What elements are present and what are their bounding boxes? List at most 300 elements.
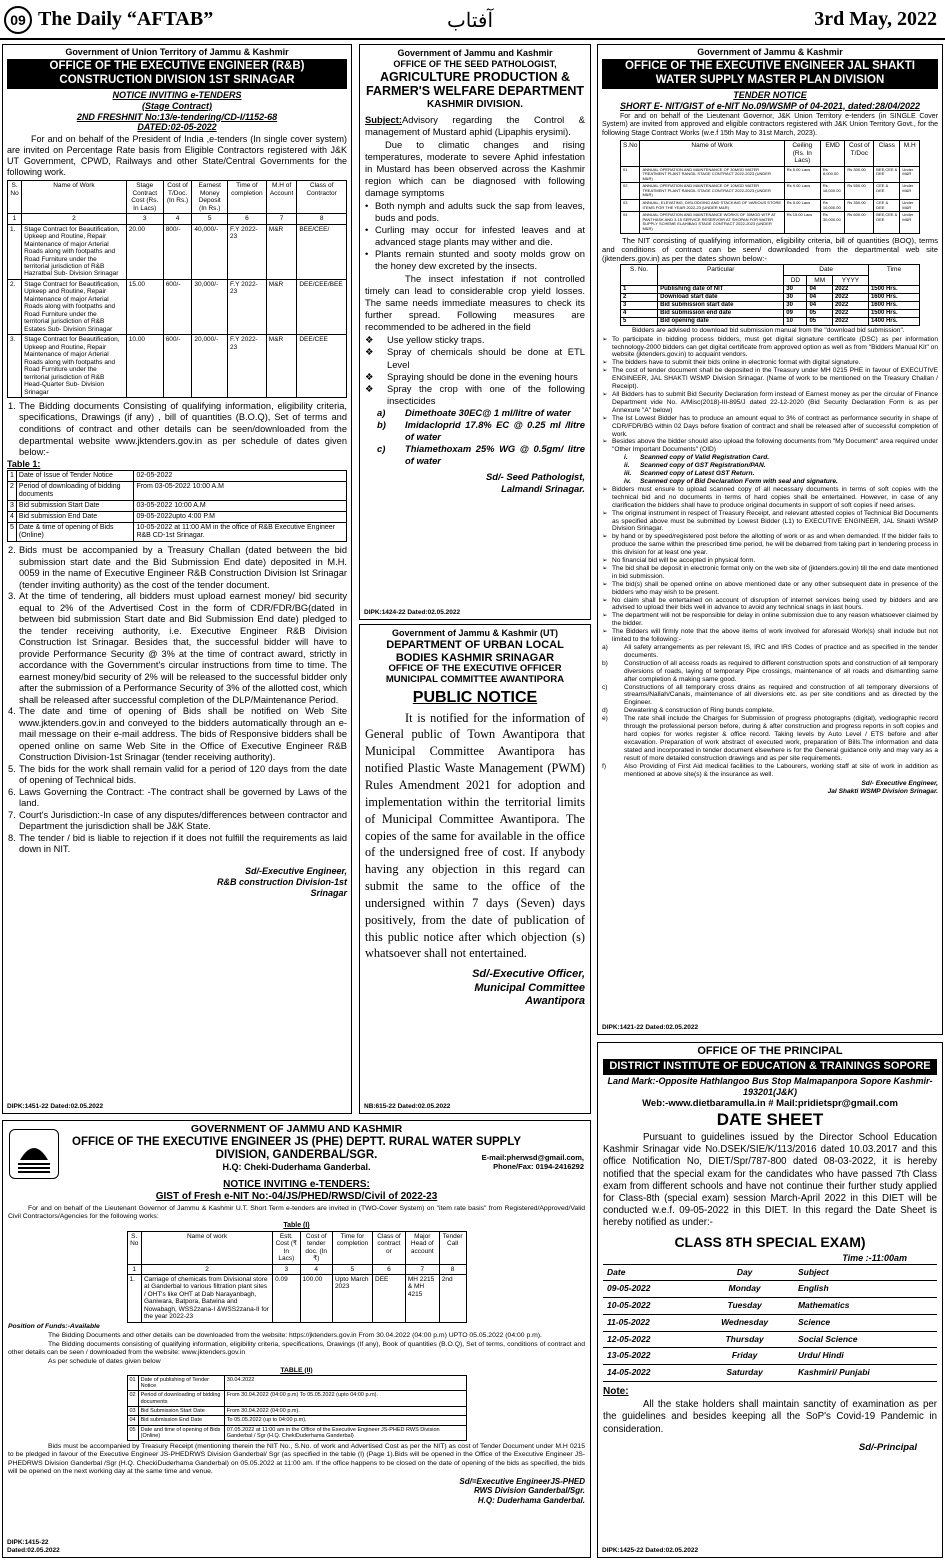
exam-day: Thursday xyxy=(695,1331,794,1348)
exam-day: Monday xyxy=(695,1281,794,1298)
ad-notice-title: NOTICE INVITING e-TENDERS: xyxy=(223,1179,370,1191)
table-cell: 05 xyxy=(807,317,833,325)
bullet-text: The original instrument in respect of Treasury Receipt, and relevant attested copies of Technical Bid Documents as specified above must be submitted by Lowest Bidder (L1) to EXECUTIVE ENGINEER, JAL Shakti WSMP Division Srinagar. xyxy=(612,509,938,533)
table-cell: Date and time of opening of Bids (Online) xyxy=(138,1425,224,1441)
rnb-tender-ad: Government of Union Territory of Jammu & Kashmir OFFICE OF THE EXECUTIVE ENGINEER (R&B) CONSTRUCTION DIVISION 1ST SRINAGAR NOTICE INVITING e-TENDERS (Stage Contract) 2ND FRESHNIT No:13/e-tendering/CD-I/1152-68 DATED:02-05-2022 For and on behalf of the President of India ,e-tenders (In single cover system) are invited on Percentage Rate basis from Eligible Contractors registered with J&K UT Government, CPWD, Railways and other State/Central Governments for the following work. S. No Name of Work Stage Contract Cost (Rs. In Lacs) Cost of T/Doc. (In Rs.) Earnest Money Deposit (In Rs.) Time of completion M.H of Account Class of Contractor 1 2 3 4 5 6 7 8 1. Stage Contract for Beautification, Upkeep and Routine, Repair Maintenance of major Arterial Roads along with footpaths and Road Furniture under the territorial jurisdiction of R&B Hazratbal Sub- Division Srinagar 20.00 800/- 40,000/- F.Y 2022-23 M&R BEE/CEE/ 2. Stage Contract for Beautification, Upkeep and Routine, Repair Maintenance of major Arterial Roads along with footpaths and Road Furniture under the territorial jurisdiction of R&B Estates Sub- Division Srinagar 15.00 600/- 30,000/- F.Y 2022-23 M&R DEE/CEE/BEE 3. Stage Contract for Beautification, Upkeep and Routine, Repair Maintenance of major Arterial Roads along with footpaths and Road Furniture under the territorial jurisdiction of R&B Head-Quarter Sub- Division Srinagar 10.00 600/- 20,000/- F.Y 2022-23 M&R DEE/CEE 1. The Bidding documents Consisting of qualifying information, eligibility criteria, specifications, Drawings (if any) , bill of quantities (B.O.Q), Set of terms and conditions of contract and other details can be seen/downloaded from the departmental website www.jktenders.gov.in as per schedule of dates given below:- Table 1: 1 Date of Issue of Tender Notice 02-05-2022 2 Period of downloading of bidding documents From 03-05-2022 10:00 A.M 3 Bid submission Start Date 03-05-2022 10:00 A.M 4 Bid submission End Date 09-05-2022upto 4:00 P.M 5 Date & time of opening of Bids (Online) 10-05-2022 at 11:00 AM in the office of R&B Executive Engineer R&B CD-1st Srinagar. 2. Bids must be accompanied by a Treasury Challan (dated between the bid submission start date and the Bid Submission End date) deposited in M.H. 0059 in the name of Executive Engineer R&B Construction Division Ist Srinagar (tender inviting authority) as the cost of the tender document. 3. At the time of tendering, all bidders must upload earnest money/ bid security equal to 2% of the Advertised Cost in the form of CDR/FDR/BG(dated in between bid submission Start date and Bid Submission End date) pledged to the tender receiving authority, i.e. Executive Engineer R&B Division Construction Ist Srinagar. Besides that, the successful bidder will have to provide Performance Security @ 3% at the time of contract award, strictly in accordance with the Government's circular instructions from time to time. The earnest money/bid security of 2% will be released to the successful bidder only after the submission of a Performance Security of 3% of the allotted cost, which shall be released after successful completion of the DLP/Maintenance Period. 4. The date and time of opening of Bids shall be notified on Web Site www.jktenders.gov.in and conveyed to the bidders automatically through an e-mail message on their e-mail address. The bids of Responsive bidders shall be opened online on same Web Site in the Office of Executive Engineer R&B Construction Division-1st Srinagar (tender receiving authority). 5. The bids for the work shall remain valid for a period of 120 days from the date of opening of Technical bids. 6. Laws Governing the Contract: -The contract shall be governed by Laws of the land. 7. Court's Jurisdiction:-In case of any disputes/differences between contractor and Department the jurisdiction shall be J&K State. 8. The tender / bid is liable to rejection if it does not fulfill the requirements as laid down in NIT. Sd/-Executive Engineer, R&B construction Division-1st Srinagar DIPK:1451-22 Dated:02.05.2022 xyxy=(2,44,352,1114)
ad-government: GOVERNMENT OF JAMMU AND KASHMIR xyxy=(190,1123,403,1135)
table-cell: Stage Contract for Beautification, Upkeep and Routine, Repair Maintenance of major Arterial Roads along with footpaths and Road Furniture under the territorial jurisdiction of R&B Hazratbal Sub- Division Srinagar xyxy=(22,224,127,279)
col-header: Name of Work xyxy=(640,141,784,166)
col-header: DD xyxy=(784,275,807,285)
exam-title: CLASS 8TH SPECIAL EXAM) xyxy=(674,1233,866,1250)
item-text: The tender / bid is liable to rejection if it does not fulfill the requirements as laid down in NIT. xyxy=(19,832,347,855)
list-item xyxy=(602,684,938,708)
item-number: 7. xyxy=(8,809,16,820)
list-item xyxy=(602,763,938,779)
item-text: Thiamethoxam 25% WG @ 0.5gm/ litre of water xyxy=(405,442,585,466)
table-cell: 05 xyxy=(127,1425,138,1441)
item-text: Laws Governing the Contract: -The contract shall be governed by Laws of the land. xyxy=(19,786,347,809)
ad-ref: SHORT E- NIT/GIST of e-NIT No.09/WSMP of 04-2021, dated:28/04/2022 xyxy=(619,100,921,111)
item-letter: c) xyxy=(602,683,608,691)
bullet-text: The Ist Lowest Bidder has to produce an amount equal to 3% of contract as performance security in shape of CDR/FDR/BG within 02 Days before fixation of contract and shall be released after of successful completion of work. xyxy=(612,414,938,438)
list-item xyxy=(602,612,938,628)
para-2: The Bidding documents consisting of qualifying information, eligibility criteria, specifications, Drawings (If any), Book of quantities (B.O.Q), Set of terms, conditions of contract and other details can be seen / downloaded from the website: www.jktenders.gov.in xyxy=(8,1341,585,1357)
item-text: Imidacloprid 17.8% EC @ 0.25 ml /litre of water xyxy=(405,418,585,442)
table-cell: Rs 5.00 Lacs xyxy=(784,166,820,183)
table-row xyxy=(127,1425,466,1441)
table-cell: 04 xyxy=(807,294,833,302)
item-number: ii. xyxy=(624,462,630,470)
jal-dates-table xyxy=(620,264,920,325)
ad-government: Government of Jammu & Kashmir (UT) xyxy=(391,628,559,638)
exam-subject: Social Science xyxy=(794,1331,937,1348)
table-cell: Date & time of opening of Bids (Online) xyxy=(16,522,134,541)
ad-stage: (Stage Contract) xyxy=(141,100,212,111)
col-number: 3 xyxy=(273,1264,300,1274)
list-item xyxy=(624,478,938,486)
ad-office: OFFICE OF THE SEED PATHOLOGIST, xyxy=(393,58,557,69)
item-text: Scanned copy of Latest GST Return. xyxy=(640,470,755,478)
exam-date: 13-05-2022 xyxy=(603,1348,695,1365)
item-letter: b) xyxy=(377,418,386,430)
bullet-text: Use yellow sticky traps. xyxy=(387,334,485,346)
table-cell: Publishing date of NIT xyxy=(658,286,784,294)
list-item xyxy=(602,644,938,660)
table-cell: Stage Contract for Beautification, Upkeep and Routine, Repair Maintenance of major Arterial Roads along with footpaths and Road Furniture under the territorial jurisdiction of R&B Estates Sub- Division Srinagar xyxy=(22,279,127,334)
table-cell: 30 xyxy=(784,286,807,294)
table-cell: 800/- xyxy=(163,224,192,279)
table-row xyxy=(621,286,920,294)
exam-schedule-table xyxy=(603,1264,937,1382)
item-letter: d) xyxy=(602,707,608,715)
table-cell: 1500 Hrs. xyxy=(868,309,919,317)
signature-line-2: Lalmandi Srinagar. xyxy=(501,482,585,494)
table-cell: DEE/CEE/BEE xyxy=(297,279,347,334)
table-cell: 4 xyxy=(8,511,17,522)
table-cell: 04 xyxy=(621,212,640,233)
table-cell: 20.00 xyxy=(126,224,163,279)
col-header: S. No. xyxy=(621,265,658,286)
list-item xyxy=(8,591,347,706)
table-cell: 2022 xyxy=(832,286,868,294)
table-row xyxy=(603,1281,937,1298)
table-cell: Stage Contract for Beautification, Upkeep and Routine, Repair Maintenance of major Arterial Roads along with footpaths and Road Furniture under the territorial jurisdiction of R&B Head-Quarter Sub- Division Srinagar xyxy=(22,335,127,398)
item-text: Constructions of all temporary cross drains as required and construction of all temporary diversions of streams/Nallah/Canals, maintenance of all diversions etc. as per site conditions and as directed by the Engineer. xyxy=(624,683,938,707)
table-cell: MH 2215 & MH 4215 xyxy=(405,1275,439,1323)
col-number: 1 xyxy=(8,214,22,224)
para-3: As per schedule of dates given below xyxy=(48,1358,161,1366)
list-item xyxy=(8,545,347,591)
list-item xyxy=(624,470,938,478)
bullet-text: To participate in bidding process bidders, must get digital signature certificate (DSC) as per information technology-2000 bidders can get digital certificate from approved option as well as from "Bidders Manual Kit" on website (jktenders.gov.in) to acquaint vendors. xyxy=(612,335,938,359)
item-text: Court's Jurisdiction:-In case of any disputes/differences between contractor and Department the jurisdiction shall be J&K State. xyxy=(19,809,347,832)
table-cell: 02 xyxy=(127,1391,138,1407)
signature-line-1: Sd/- Seed Pathologist, xyxy=(486,470,585,482)
table-row xyxy=(8,522,347,541)
signature: Sd/-Principal xyxy=(858,1441,917,1453)
table-row xyxy=(127,1416,466,1425)
table-cell: ANNUAL OPERATION AND MAINTENANCE OF 10MGD WATER TREATMENT PLANT RANGIL STAGE CONTRACT 2022-2023 (UNDER M&R) xyxy=(640,183,784,200)
page-number: 09 xyxy=(4,6,32,34)
table-cell: 10-05-2022 at 11:00 AM in the office of R&B Executive Engineer R&B CD-1st Srinagar. xyxy=(134,522,347,541)
col-header: Class of contract or xyxy=(373,1231,406,1264)
table-cell: Rs 8,000.00 xyxy=(820,166,845,183)
table-cell: 0.09 xyxy=(273,1275,300,1323)
table-cell: F.Y 2022-23 xyxy=(228,279,267,334)
item-text: Also Providing of First Aid medical facilities to the Labourers, working staff at site of work in addition as mentioned at above site(s) & the insurance as well. xyxy=(624,762,938,778)
item-text: Construction of all access roads as required to different construction spots and construction of all temporary diversions of roads, laying of temporary Pipe crossings, maintenance of all roads and dismantling same after completion & making same good. xyxy=(624,659,938,683)
arrow-bullet-icon: ➢ xyxy=(602,628,608,636)
list-item xyxy=(602,557,938,565)
table-row xyxy=(8,279,347,334)
table-cell: F.Y 2022-23 xyxy=(228,224,267,279)
funds-position: Position of Funds:-Available xyxy=(8,1322,100,1330)
note-text: All the stake holders shall maintain sanctity of examination as per the guidelines and besides keeping all the SoP's Covid-19 Pandemic in consideration. xyxy=(603,1399,937,1435)
table-row xyxy=(8,481,347,500)
bullet-text: The cost of tender document shall be deposited in the Treasury under MH 0215 PHE in favour of EXECUTIVE ENGINEER, JAL SHAKTI WSMP Division Srinagar. (Name of work to be mentioned on the Treasury Challan / Receipt). xyxy=(612,367,938,391)
col-header: Time of completion xyxy=(228,181,267,214)
list-item xyxy=(602,660,938,684)
table-row xyxy=(603,1365,937,1382)
item-number: 4. xyxy=(8,706,16,717)
list-item xyxy=(602,715,938,762)
arrow-bullet-icon: ➢ xyxy=(602,612,608,620)
table-cell: 30 xyxy=(784,302,807,310)
table-cell: BEE/CEE/ xyxy=(297,224,347,279)
list-item xyxy=(602,628,938,644)
table-cell: Upto March 2023 xyxy=(332,1275,372,1323)
item-text: All safety arrangements as per relevant IS, IRC and IRS Codes of practice and as specified in the tender documents. xyxy=(624,644,938,659)
list-item xyxy=(365,443,585,467)
arrow-bullet-icon: ➢ xyxy=(602,564,608,572)
col-header: Earnest Money Deposit (In Rs.) xyxy=(192,181,228,214)
table-cell: 5 xyxy=(8,522,17,541)
item-letter: f) xyxy=(602,762,607,770)
table-cell: 05 xyxy=(807,309,833,317)
list-item xyxy=(602,533,938,557)
page-header xyxy=(0,0,945,40)
table-cell: 30,000/- xyxy=(192,279,228,334)
table-label: Table (I) xyxy=(283,1222,310,1230)
ad-office-banner: OFFICE OF THE EXECUTIVE ENGINEER (R&B) CONSTRUCTION DIVISION 1ST SRINAGAR xyxy=(7,59,347,89)
arrow-bullet-icon: ➢ xyxy=(602,509,608,517)
diamond-bullet-icon: ❖ xyxy=(365,334,374,346)
signature-line-3: Srinagar xyxy=(310,888,347,899)
col-number: 1 xyxy=(127,1264,141,1274)
table-row xyxy=(8,335,347,398)
table-cell: 04 xyxy=(807,286,833,294)
list-item xyxy=(602,597,938,613)
item-text: Dewatering & construction of Ring bunds complete. xyxy=(624,707,774,715)
table-cell: Date of publishing of Tender Notice xyxy=(138,1375,224,1391)
arrow-bullet-icon: ➢ xyxy=(602,391,608,399)
table-cell: Download start date xyxy=(658,294,784,302)
bullet-text: All Bidders has to submit Bid Security Declaration form instead of Earnest money as per the circular of Finance Department vide No. A/Misc(2018)-III-895/J dated 22-12-2020 (Bid Security Declaration Form is as per Annexure "A" below) xyxy=(612,391,938,414)
item-text: Scanned copy of Bid Declaration Form with seal and signature. xyxy=(640,477,838,485)
col-header: MM xyxy=(807,275,833,285)
table-cell: 01 xyxy=(127,1375,138,1391)
table-cell: 07.05.2022 at 11:00 am in the Office of the Executive Engineer JS-PHED RWS Division Ganderbal / Sgr (H.Q. ChekiDuderhama Ganderbal) xyxy=(224,1425,466,1441)
ad-email: E-mail:pherwsd@gmail.com, xyxy=(481,1153,584,1162)
dipk-ref: DIPK:1424-22 Dated:02.05.2022 xyxy=(364,609,461,617)
item-number: i. xyxy=(624,454,628,462)
diamond-bullet-icon: ❖ xyxy=(365,382,374,394)
signature-line-3: Awantipora xyxy=(525,995,585,1008)
list-item xyxy=(602,391,938,415)
bullet-text: Bidders must ensure to upload scanned copy of all necessary documents in terms of soft copies with the technical bid and no documents in terms of hard copies shall be entertained. However, in case of any clarification the bidders shall have to produce original documents in support of soft copies if need arises. xyxy=(612,485,938,509)
ad-office: OFFICE OF THE EXECUTIVE ENGINEER JS (PHE) DEPTT. RURAL WATER SUPPLY DIVISION, GANDERBAL/SGR. xyxy=(72,1135,521,1162)
col-number: 5 xyxy=(332,1264,372,1274)
ad-department: DEPARTMENT OF URBAN LOCAL BODIES KASHMIR SRINAGAR xyxy=(386,638,564,664)
para-1: The Bidding documents Consisting of qualifying information, eligibility criteria, specifications, Drawings (if any) , bill of quantities (B.O.Q), Set of terms and conditions of contract and other details can be seen/downloaded from the departmental website www.jktenders.gov.in as per schedule of dates given below:- xyxy=(19,400,347,458)
item-letter: b) xyxy=(602,659,608,667)
list-item xyxy=(365,419,585,443)
item-text: Dimethoate 30EC@ 1 ml/litre of water xyxy=(405,406,571,418)
table-cell: 2022 xyxy=(832,317,868,325)
col-number: 4 xyxy=(163,214,192,224)
nit-para: The NIT consisting of qualifying information, eligibility criteria, bill of quantities (BOQ), terms and conditions of contract can be seen/ downloaded from the departmental web site (jktenders.gov.in) as per the dates shown below:- xyxy=(602,235,938,264)
table-row xyxy=(621,302,920,310)
table-cell: Bid submission end date xyxy=(658,309,784,317)
list-item xyxy=(624,454,938,462)
bullet-text: The Bidders will firmly note that the above items of work involved for aforesaid Work(s) shall include but not limited to the following:- xyxy=(612,628,938,644)
signature-line-1: Sd/=Executive EngineerJS-PHED xyxy=(459,1476,585,1486)
table-row xyxy=(603,1314,937,1331)
table-cell: 4 xyxy=(621,309,658,317)
list-item xyxy=(602,581,938,597)
table-cell: 30.04.2022 xyxy=(224,1375,466,1391)
table-cell: BEE,CEE & DEE xyxy=(874,212,900,233)
table-cell: 100.00 xyxy=(300,1275,332,1323)
ad-institute-banner: DISTRICT INSTITUTE OF EDUCATION & TRAININGS SOPORE xyxy=(603,1059,937,1074)
dipk-ref: DIPK:1421-22 Dated:02.05.2022 xyxy=(602,1024,699,1032)
col-number: 2 xyxy=(141,1264,272,1274)
schedule-table xyxy=(7,470,347,542)
signature-line-2: RWS Division Ganderbal/Sgr. xyxy=(474,1486,585,1496)
col-header: S. No xyxy=(8,181,22,214)
bullet-text: Both nymph and adults suck the sap from leaves, buds and pods. xyxy=(375,200,585,224)
table-cell: Rs 600.00 xyxy=(845,212,874,233)
bullet-text: by hand or by speed/registered post before the allotting of work or as and when demanded. If the bidder fails to produce the same within the prescribed time period, he will be debarred from taking part in tendering process in this division for at least one year. xyxy=(612,533,938,557)
table-cell: 1. xyxy=(8,224,22,279)
table-row xyxy=(621,166,920,183)
list-item xyxy=(624,462,938,470)
exam-subject: Kashmiri/ Punjabi xyxy=(794,1365,937,1382)
list-item xyxy=(365,334,585,346)
list-item xyxy=(365,407,585,419)
col-header: EMD xyxy=(820,141,845,166)
arrow-bullet-icon: ➢ xyxy=(602,533,608,541)
table-row xyxy=(603,1298,937,1315)
table-cell: 1500 Hrs. xyxy=(868,286,919,294)
dipk-ref: DIPK:1415-22 xyxy=(7,1539,49,1547)
exam-day: Friday xyxy=(695,1348,794,1365)
ad-division: KASHMIR DIVISION. xyxy=(426,98,524,110)
date-sheet-body: Pursuant to guidelines issued by the Director School Education Kashmir Srinagar vide No.DSEK/SIE/K/113/2016 dated 10.03.2017 and this office Notification No, DIET/Spr/787-800 dated 08-03-2022, it is hereby notified that the special exam for the candidates who have passed 7th Class exam from different schools and have not continue their further study applied for Class-8th (special exam) session March-April 2022 in this DIET will be conducted w.e.f. 09-05-2022 in this DIET. In this regard the Date Sheet is hereby notified as under:- xyxy=(603,1131,937,1229)
col-header: Time xyxy=(868,265,919,286)
table2-label: TABLE (II) xyxy=(280,1366,313,1374)
col-number: 8 xyxy=(297,214,347,224)
ad-gist: GIST of Fresh e-NIT No:-04/JS/PHED/RWSD/Civil of 2022-23 xyxy=(155,1191,438,1203)
ad-phone: Phone/Fax: 0194-2416292 xyxy=(493,1162,584,1172)
item-number: 3. xyxy=(8,591,16,602)
ad-hq: H.Q: Cheki-Duderhama Ganderbal. xyxy=(222,1162,371,1173)
subject-text: Advisory regarding the Control & management of Mustard aphid (Lipaphis erysimi). xyxy=(365,113,585,137)
col-header: YYYY xyxy=(832,275,868,285)
bullet-text: Spraying should be done in the evening hours xyxy=(387,370,578,382)
col-number: 6 xyxy=(373,1264,406,1274)
table-cell: 2 xyxy=(8,481,17,500)
table-cell: 03 xyxy=(127,1407,138,1416)
col-header: Stage Contract Cost (Rs. In Lacs) xyxy=(126,181,163,214)
list-item xyxy=(365,248,585,272)
list-item xyxy=(365,224,585,248)
table-cell: Rs 300.00 xyxy=(845,166,874,183)
exam-date: 14-05-2022 xyxy=(603,1365,695,1382)
signature-line-1: Sd/- Executive Engineer, xyxy=(861,780,938,788)
signature-line-2: Municipal Committee xyxy=(474,981,585,994)
table-cell: 1 xyxy=(8,470,17,481)
col-header: Cost of T/Doc. (In Rs.) xyxy=(163,181,192,214)
col-number: 6 xyxy=(228,214,267,224)
subject-label: Subject: xyxy=(365,113,402,125)
arrow-bullet-icon: ➢ xyxy=(602,414,608,422)
ad-department: AGRICULTURE PRODUCTION & FARMER'S WELFARE DEPARTMENT xyxy=(365,69,585,99)
table-row xyxy=(621,317,920,325)
table-cell: DEE xyxy=(373,1275,406,1323)
bullet-icon: • xyxy=(365,224,369,236)
bullet-text: Spray the crop with one of the following insecticides xyxy=(387,382,585,406)
item-letter: a) xyxy=(377,406,386,418)
table-row xyxy=(621,183,920,200)
phe-works-table xyxy=(127,1231,467,1323)
table-cell: 09-05-2022upto 4:00 P.M xyxy=(134,511,347,522)
table-cell: 600/- xyxy=(163,279,192,334)
table-cell: BEE,CEE & DEE xyxy=(874,166,900,183)
table-row xyxy=(621,200,920,212)
table-row xyxy=(8,500,347,511)
ad-notice-title: NOTICE INVITING e-TENDERS xyxy=(112,89,242,100)
col-number: 7 xyxy=(405,1264,439,1274)
exam-time: Time :-11:00am xyxy=(842,1252,907,1263)
table-cell: Under M&R xyxy=(900,200,920,212)
col-number: 4 xyxy=(300,1264,332,1274)
table-cell: 02 xyxy=(621,183,640,200)
table-cell: Bid opening date xyxy=(658,317,784,325)
phe-schedule-table xyxy=(127,1375,467,1442)
arrow-bullet-icon: ➢ xyxy=(602,557,608,565)
item-number: iv. xyxy=(624,477,631,485)
table-cell: Rs 550.00 xyxy=(845,183,874,200)
bullet-icon: • xyxy=(365,200,369,212)
jal-works-table xyxy=(620,140,920,234)
phe-tender-ad xyxy=(2,1120,591,1558)
table-cell: Rs 30,000.00 xyxy=(820,212,845,233)
rnb-works-table xyxy=(7,180,347,398)
table-cell: Bid submission Start Date xyxy=(16,500,134,511)
table-cell: 3 xyxy=(8,500,17,511)
arrow-bullet-icon: ➢ xyxy=(602,335,608,343)
list-item xyxy=(8,832,347,856)
col-header: Estt. Cost (₹ In Lacs) xyxy=(273,1231,300,1264)
list-item xyxy=(365,200,585,224)
table-cell: ANNUAL, ELEVATING, DISLODGING AND STACKING OF VARIOUS STORE ITEMS FOR THE YEAR 2022-23 (UNDER M&R) xyxy=(640,200,784,212)
item-number: 6. xyxy=(8,786,16,797)
list-item xyxy=(602,707,938,715)
item-text: Bids must be accompanied by a Treasury Challan (dated between the bid submission start date and the Bid Submission End date) deposited in M.H. 0059 in the name of Executive Engineer R&B Construction Division Ist Srinagar (tender inviting authority) as the cost of the tender document. xyxy=(19,545,347,590)
table-cell: 1600 Hrs. xyxy=(868,294,919,302)
ad-office: OFFICE OF THE EXECUTIVE OFFICER MUNICIPAL COMMITTEE AWANTIPORA xyxy=(385,663,565,686)
table-row xyxy=(127,1375,466,1391)
col-header: S.No xyxy=(621,141,640,166)
col-header: M.H of Account xyxy=(266,181,297,214)
exam-date: 11-05-2022 xyxy=(603,1314,695,1331)
exam-date: 10-05-2022 xyxy=(603,1298,695,1315)
table-cell: Rs 18,000.00 xyxy=(820,183,845,200)
exam-date: 09-05-2022 xyxy=(603,1281,695,1298)
jal-shakti-tender-ad xyxy=(597,44,943,1035)
bullet-text: No financial bid will be accepted in physical form. xyxy=(612,557,756,565)
table-cell: Rs 350.00 xyxy=(845,200,874,212)
col-header: Tender Call xyxy=(439,1231,466,1264)
ad-intro: For and on behalf of the Lieutenant Governor, J&K Union Territory e-tenders (in SINGLE Cover System) are invited from approved and eligible contractors registered with J&K Union Territory Govt., for the following Stage Contract Works (w.e.f 15th May to 31st March, 2023). xyxy=(602,112,938,137)
ad-dated: DATED:02-05-2022 xyxy=(137,122,217,133)
newspaper-name: The Daily “AFTAB” xyxy=(38,8,214,30)
item-text: The date and time of opening of Bids shall be notified on Web Site www.jktenders.gov.in and conveyed to the bidders automatically through an e-mail message on their e-mail address. The bids of Responsive bidders shall be opened online on same Web Site in the Office of Executive Engineer R&B Construction Division-1st Srinagar (tender receiving authority). xyxy=(19,706,347,763)
exam-subject: Mathematics xyxy=(794,1298,937,1315)
table-cell: 03-05-2022 10:00 A.M xyxy=(134,500,347,511)
col-header: Ceiling (Rs. In Lacs) xyxy=(784,141,820,166)
exam-date: 12-05-2022 xyxy=(603,1331,695,1348)
table-cell: 1400 Hrs. xyxy=(868,317,919,325)
bullet-text: The bidders have to submit their bids online in electronic format with digital signature. xyxy=(612,359,861,367)
table-cell: 2022 xyxy=(832,302,868,310)
signature-line-2: Jal Shakti WSMP Division Srinagar. xyxy=(827,788,938,796)
ad-government: Government of Jammu & Kashmir xyxy=(697,47,843,57)
col-header: Date xyxy=(784,265,869,275)
list-item xyxy=(365,371,585,383)
table-cell: Rs 15.00 Lacs xyxy=(784,212,820,233)
col-number: 2 xyxy=(22,214,127,224)
table-cell: 2 xyxy=(621,294,658,302)
item-text: The bids for the work shall remain valid for a period of 120 days from the date of opening of Technical bids. xyxy=(19,763,347,786)
col-header: Time for completion xyxy=(332,1231,372,1264)
table-cell: CEE & DEE xyxy=(874,200,900,212)
item-text: The rate shall include the Charges for Submission of progress photographs (digital), vediographic record through the professional person before, during & after construction and progress reports in soft copies and hard copies for works register & office record. Taking levels by Auto Level / ETS before and after excavation. Preparation of work abstract of executed work, preparation of Bills.The information and data stated and incorporated in tender document elsewhere is for the General guidance only and may vary as a result of more detailed construction drawings and as per site requirements. xyxy=(624,715,938,762)
table-cell: 1. xyxy=(127,1275,141,1323)
col-header-subject: Subject xyxy=(794,1264,937,1281)
table-cell: 3 xyxy=(621,302,658,310)
para-1: The Bidding Documents and other details can be downloaded from the website: https://jktenders.gov.in From 30.04.2022 (04:00 p.m) UPTO 05.05.2022 (04:00 p.m). xyxy=(48,1331,542,1339)
col-header: S. No xyxy=(127,1231,141,1264)
ad-intro: For and on behalf of the President of India ,e-tenders (In single cover system) are invited on Percentage Rate basis from Eligible Contractors registered with J&K UT Government, CPWD, Railways and other State/Central Governments for the following work. xyxy=(7,134,347,178)
table-row xyxy=(8,511,347,522)
masthead-logo: آفتاب xyxy=(446,8,494,32)
table-cell: 1600 Hrs. xyxy=(868,302,919,310)
list-item xyxy=(8,786,347,810)
bullet-icon: • xyxy=(365,248,369,260)
table-cell: 10 xyxy=(784,317,807,325)
table-cell: 40,000/- xyxy=(192,224,228,279)
col-number: 7 xyxy=(266,214,297,224)
ad-landmark: Land Mark:-Opposite Hathlangoo Bus Stop Malmapanpora Sopore Kashmir-193201(J&K) xyxy=(607,1075,933,1097)
item-letter: e) xyxy=(602,715,608,723)
ad-government: Government of Jammu and Kashmir xyxy=(397,48,553,58)
table-cell: Rs 5.00 Lacs xyxy=(784,200,820,212)
list-item xyxy=(602,486,938,510)
arrow-bullet-icon: ➢ xyxy=(602,438,608,446)
public-notice-title: PUBLIC NOTICE xyxy=(412,689,538,707)
arrow-bullet-icon: ➢ xyxy=(602,596,608,604)
